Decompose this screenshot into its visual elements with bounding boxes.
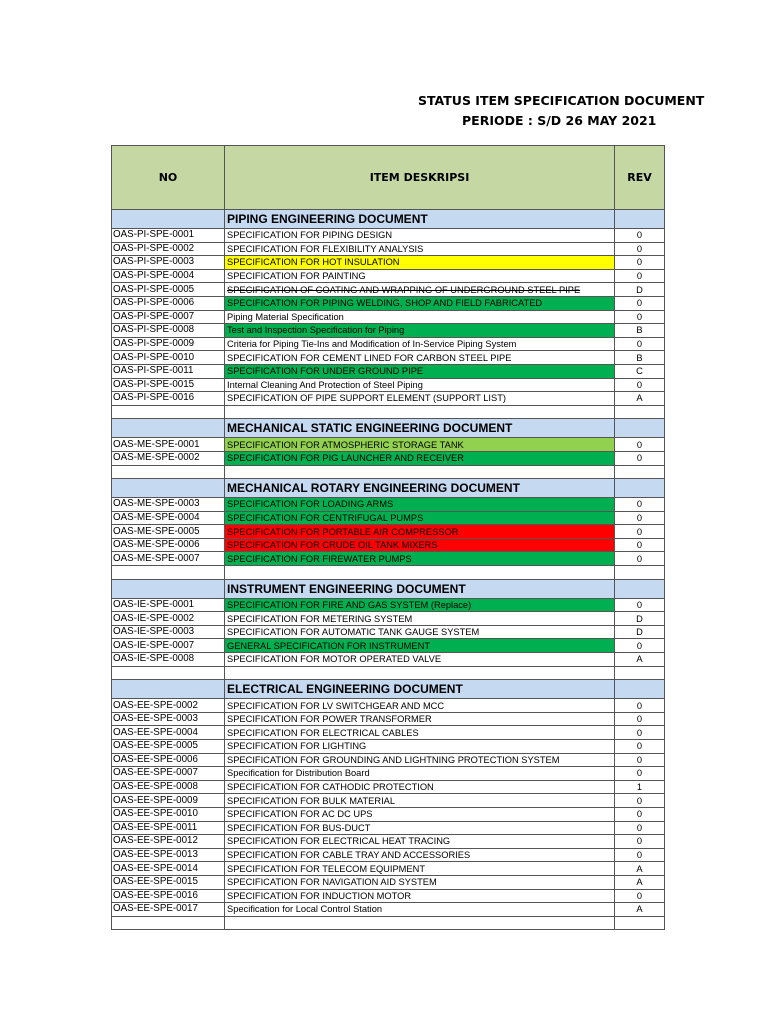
revision-cell: D bbox=[615, 612, 665, 626]
revision-cell: 0 bbox=[615, 511, 665, 525]
doc-number-cell: OAS-EE-SPE-0014 bbox=[112, 862, 225, 876]
revision-cell: 0 bbox=[615, 889, 665, 903]
table-row bbox=[112, 511, 665, 525]
doc-number-cell: OAS-EE-SPE-0007 bbox=[112, 767, 225, 781]
revision-cell: 0 bbox=[615, 229, 665, 243]
table-row bbox=[112, 498, 665, 512]
item-description-cell: Internal Cleaning And Protection of Steel Piping bbox=[225, 378, 615, 392]
blank-row bbox=[112, 405, 665, 419]
doc-number-cell: OAS-EE-SPE-0013 bbox=[112, 848, 225, 862]
item-description-cell: SPECIFICATION FOR PAINTING bbox=[225, 269, 615, 283]
section-header-spacer bbox=[112, 210, 225, 229]
revision-cell: 0 bbox=[615, 767, 665, 781]
doc-number-cell: OAS-ME-SPE-0003 bbox=[112, 498, 225, 512]
empty-cell bbox=[225, 405, 615, 419]
table-row bbox=[112, 848, 665, 862]
table-row bbox=[112, 283, 665, 297]
doc-number-cell: OAS-PI-SPE-0001 bbox=[112, 229, 225, 243]
doc-number-cell: OAS-EE-SPE-0017 bbox=[112, 903, 225, 917]
empty-cell bbox=[112, 566, 225, 580]
section-header-spacer bbox=[112, 419, 225, 438]
table-row bbox=[112, 256, 665, 270]
revision-cell: 0 bbox=[615, 538, 665, 552]
revision-cell: 0 bbox=[615, 242, 665, 256]
item-description-cell: Criteria for Piping Tie-Ins and Modification of In-Service Piping System bbox=[225, 337, 615, 351]
table-row bbox=[112, 807, 665, 821]
revision-cell: 0 bbox=[615, 269, 665, 283]
section-header-row bbox=[112, 579, 665, 598]
table-row bbox=[112, 378, 665, 392]
empty-cell bbox=[225, 566, 615, 580]
table-row bbox=[112, 889, 665, 903]
revision-cell: 0 bbox=[615, 310, 665, 324]
doc-number-cell: OAS-EE-SPE-0008 bbox=[112, 780, 225, 794]
table-row bbox=[112, 780, 665, 794]
revision-cell: 0 bbox=[615, 337, 665, 351]
revision-cell: 0 bbox=[615, 740, 665, 754]
empty-cell bbox=[615, 566, 665, 580]
revision-cell: 0 bbox=[615, 256, 665, 270]
item-description-cell: SPECIFICATION FOR CABLE TRAY AND ACCESSORIES bbox=[225, 848, 615, 862]
item-description-cell: SPECIFICATION FOR PIPING WELDING, SHOP AND FIELD FABRICATED bbox=[225, 296, 615, 310]
section-header-spacer bbox=[615, 579, 665, 598]
item-description-cell: SPECIFICATION FOR HOT INSULATION bbox=[225, 256, 615, 270]
doc-number-cell: OAS-EE-SPE-0004 bbox=[112, 726, 225, 740]
doc-number-cell: OAS-EE-SPE-0010 bbox=[112, 807, 225, 821]
item-description-cell: SPECIFICATION FOR INDUCTION MOTOR bbox=[225, 889, 615, 903]
revision-cell: 1 bbox=[615, 780, 665, 794]
revision-cell: 0 bbox=[615, 821, 665, 835]
column-header-item: ITEM DESKRIPSI bbox=[225, 146, 615, 210]
doc-number-cell: OAS-EE-SPE-0012 bbox=[112, 835, 225, 849]
item-description-cell: SPECIFICATION FOR NAVIGATION AID SYSTEM bbox=[225, 875, 615, 889]
empty-cell bbox=[225, 916, 615, 930]
doc-number-cell: OAS-IE-SPE-0001 bbox=[112, 598, 225, 612]
doc-number-cell: OAS-PI-SPE-0006 bbox=[112, 296, 225, 310]
spec-status-table bbox=[111, 145, 665, 930]
item-description-cell: SPECIFICATION FOR METERING SYSTEM bbox=[225, 612, 615, 626]
item-description-cell: SPECIFICATION FOR FIRE AND GAS SYSTEM (Replace) bbox=[225, 598, 615, 612]
blank-row bbox=[112, 566, 665, 580]
blank-row bbox=[112, 666, 665, 680]
doc-number-cell: OAS-EE-SPE-0003 bbox=[112, 712, 225, 726]
item-description-cell: SPECIFICATION FOR LIGHTING bbox=[225, 740, 615, 754]
revision-cell: 0 bbox=[615, 712, 665, 726]
item-description-cell: SPECIFICATION FOR UNDER GROUND PIPE bbox=[225, 364, 615, 378]
spec-status-sheet bbox=[111, 145, 664, 930]
section-header-row bbox=[112, 680, 665, 699]
revision-cell: C bbox=[615, 364, 665, 378]
revision-cell: 0 bbox=[615, 525, 665, 539]
item-description-cell: SPECIFICATION FOR LOADING ARMS bbox=[225, 498, 615, 512]
section-title: MECHANICAL ROTARY ENGINEERING DOCUMENT bbox=[225, 479, 615, 498]
table-row bbox=[112, 740, 665, 754]
table-row bbox=[112, 598, 665, 612]
doc-number-cell: OAS-EE-SPE-0009 bbox=[112, 794, 225, 808]
revision-cell: D bbox=[615, 283, 665, 297]
table-row bbox=[112, 794, 665, 808]
item-description-cell: SPECIFICATION FOR AC DC UPS bbox=[225, 807, 615, 821]
table-row bbox=[112, 438, 665, 452]
blank-row bbox=[112, 465, 665, 479]
item-description-cell: SPECIFICATION FOR ATMOSPHERIC STORAGE TANK bbox=[225, 438, 615, 452]
revision-cell: B bbox=[615, 351, 665, 365]
doc-number-cell: OAS-PI-SPE-0003 bbox=[112, 256, 225, 270]
revision-cell: 0 bbox=[615, 794, 665, 808]
item-description-cell: SPECIFICATION FOR FIREWATER PUMPS bbox=[225, 552, 615, 566]
item-description-cell: SPECIFICATION FOR POWER TRANSFORMER bbox=[225, 712, 615, 726]
empty-cell bbox=[615, 666, 665, 680]
section-header-spacer bbox=[112, 579, 225, 598]
revision-cell: 0 bbox=[615, 726, 665, 740]
doc-number-cell: OAS-ME-SPE-0001 bbox=[112, 438, 225, 452]
item-description-cell: SPECIFICATION OF PIPE SUPPORT ELEMENT (SUPPORT LIST) bbox=[225, 392, 615, 406]
doc-number-cell: OAS-EE-SPE-0011 bbox=[112, 821, 225, 835]
table-row bbox=[112, 835, 665, 849]
doc-number-cell: OAS-IE-SPE-0002 bbox=[112, 612, 225, 626]
table-row bbox=[112, 625, 665, 639]
doc-number-cell: OAS-ME-SPE-0002 bbox=[112, 451, 225, 465]
revision-cell: 0 bbox=[615, 598, 665, 612]
empty-cell bbox=[112, 465, 225, 479]
doc-number-cell: OAS-PI-SPE-0007 bbox=[112, 310, 225, 324]
section-header-row bbox=[112, 210, 665, 229]
revision-cell: 0 bbox=[615, 848, 665, 862]
revision-cell: A bbox=[615, 862, 665, 876]
item-description-cell: SPECIFICATION FOR AUTOMATIC TANK GAUGE SYSTEM bbox=[225, 625, 615, 639]
table-row bbox=[112, 538, 665, 552]
section-header-row bbox=[112, 419, 665, 438]
table-row bbox=[112, 337, 665, 351]
item-description-cell: SPECIFICATION FOR BUS-DUCT bbox=[225, 821, 615, 835]
revision-cell: B bbox=[615, 324, 665, 338]
section-header-spacer bbox=[615, 479, 665, 498]
table-row bbox=[112, 875, 665, 889]
section-header-row bbox=[112, 479, 665, 498]
item-description-cell: SPECIFICATION FOR GROUNDING AND LIGHTNING PROTECTION SYSTEM bbox=[225, 753, 615, 767]
doc-number-cell: OAS-IE-SPE-0008 bbox=[112, 653, 225, 667]
table-row bbox=[112, 364, 665, 378]
table-row bbox=[112, 242, 665, 256]
table-row bbox=[112, 821, 665, 835]
column-header-no: NO bbox=[112, 146, 225, 210]
revision-cell: 0 bbox=[615, 699, 665, 713]
doc-number-cell: OAS-PI-SPE-0002 bbox=[112, 242, 225, 256]
section-header-spacer bbox=[112, 479, 225, 498]
doc-number-cell: OAS-EE-SPE-0002 bbox=[112, 699, 225, 713]
item-description-cell: SPECIFICATION FOR FLEXIBILITY ANALYSIS bbox=[225, 242, 615, 256]
doc-number-cell: OAS-IE-SPE-0003 bbox=[112, 625, 225, 639]
section-header-spacer bbox=[615, 210, 665, 229]
empty-cell bbox=[225, 465, 615, 479]
doc-number-cell: OAS-IE-SPE-0007 bbox=[112, 639, 225, 653]
table-row bbox=[112, 552, 665, 566]
revision-cell: 0 bbox=[615, 438, 665, 452]
item-description-cell: SPECIFICATION OF COATING AND WRAPPING OF UNDERGROUND STEEL PIPE bbox=[225, 283, 615, 297]
item-description-cell: SPECIFICATION FOR CATHODIC PROTECTION bbox=[225, 780, 615, 794]
doc-number-cell: OAS-PI-SPE-0016 bbox=[112, 392, 225, 406]
revision-cell: 0 bbox=[615, 451, 665, 465]
document-title: STATUS ITEM SPECIFICATION DOCUMENT bbox=[418, 93, 705, 108]
item-description-cell: SPECIFICATION FOR PIG LAUNCHER AND RECEIVER bbox=[225, 451, 615, 465]
doc-number-cell: OAS-ME-SPE-0007 bbox=[112, 552, 225, 566]
doc-number-cell: OAS-EE-SPE-0006 bbox=[112, 753, 225, 767]
section-header-spacer bbox=[615, 419, 665, 438]
table-row bbox=[112, 324, 665, 338]
empty-cell bbox=[225, 666, 615, 680]
revision-cell: A bbox=[615, 653, 665, 667]
item-description-cell: SPECIFICATION FOR PORTABLE AIR COMPRESSOR bbox=[225, 525, 615, 539]
revision-cell: A bbox=[615, 903, 665, 917]
empty-cell bbox=[615, 916, 665, 930]
table-row bbox=[112, 269, 665, 283]
revision-cell: 0 bbox=[615, 835, 665, 849]
item-description-cell: SPECIFICATION FOR LV SWITCHGEAR AND MCC bbox=[225, 699, 615, 713]
table-row bbox=[112, 229, 665, 243]
section-title: MECHANICAL STATIC ENGINEERING DOCUMENT bbox=[225, 419, 615, 438]
revision-cell: 0 bbox=[615, 639, 665, 653]
period-label: PERIODE : S/D 26 MAY 2021 bbox=[462, 113, 657, 128]
table-row bbox=[112, 767, 665, 781]
revision-cell: 0 bbox=[615, 807, 665, 821]
table-row bbox=[112, 351, 665, 365]
empty-cell bbox=[112, 405, 225, 419]
revision-cell: 0 bbox=[615, 378, 665, 392]
doc-number-cell: OAS-EE-SPE-0005 bbox=[112, 740, 225, 754]
item-description-cell: SPECIFICATION FOR BULK MATERIAL bbox=[225, 794, 615, 808]
table-row bbox=[112, 753, 665, 767]
section-header-spacer bbox=[615, 680, 665, 699]
item-description-cell: Piping Material Specification bbox=[225, 310, 615, 324]
revision-cell: D bbox=[615, 625, 665, 639]
table-row bbox=[112, 903, 665, 917]
doc-number-cell: OAS-PI-SPE-0015 bbox=[112, 378, 225, 392]
revision-cell: 0 bbox=[615, 552, 665, 566]
doc-number-cell: OAS-EE-SPE-0016 bbox=[112, 889, 225, 903]
item-description-cell: SPECIFICATION FOR MOTOR OPERATED VALVE bbox=[225, 653, 615, 667]
table-row bbox=[112, 699, 665, 713]
blank-row bbox=[112, 916, 665, 930]
item-description-cell: SPECIFICATION FOR PIPING DESIGN bbox=[225, 229, 615, 243]
doc-number-cell: OAS-PI-SPE-0004 bbox=[112, 269, 225, 283]
table-row bbox=[112, 639, 665, 653]
revision-cell: A bbox=[615, 392, 665, 406]
empty-cell bbox=[112, 916, 225, 930]
item-description-cell: SPECIFICATION FOR ELECTRICAL CABLES bbox=[225, 726, 615, 740]
revision-cell: 0 bbox=[615, 753, 665, 767]
item-description-cell: SPECIFICATION FOR TELECOM EQUIPMENT bbox=[225, 862, 615, 876]
revision-cell: 0 bbox=[615, 296, 665, 310]
item-description-cell: SPECIFICATION FOR CEMENT LINED FOR CARBON STEEL PIPE bbox=[225, 351, 615, 365]
table-row bbox=[112, 726, 665, 740]
doc-number-cell: OAS-PI-SPE-0010 bbox=[112, 351, 225, 365]
section-title: INSTRUMENT ENGINEERING DOCUMENT bbox=[225, 579, 615, 598]
revision-cell: A bbox=[615, 875, 665, 889]
table-row bbox=[112, 310, 665, 324]
item-description-cell: Specification for Local Control Station bbox=[225, 903, 615, 917]
table-row bbox=[112, 712, 665, 726]
doc-number-cell: OAS-EE-SPE-0015 bbox=[112, 875, 225, 889]
doc-number-cell: OAS-PI-SPE-0009 bbox=[112, 337, 225, 351]
doc-number-cell: OAS-PI-SPE-0005 bbox=[112, 283, 225, 297]
revision-cell: 0 bbox=[615, 498, 665, 512]
doc-number-cell: OAS-PI-SPE-0011 bbox=[112, 364, 225, 378]
doc-number-cell: OAS-PI-SPE-0008 bbox=[112, 324, 225, 338]
table-row bbox=[112, 862, 665, 876]
column-header-rev: REV bbox=[615, 146, 665, 210]
section-header-spacer bbox=[112, 680, 225, 699]
empty-cell bbox=[112, 666, 225, 680]
table-row bbox=[112, 612, 665, 626]
empty-cell bbox=[615, 465, 665, 479]
table-row bbox=[112, 392, 665, 406]
table-row bbox=[112, 451, 665, 465]
section-title: PIPING ENGINEERING DOCUMENT bbox=[225, 210, 615, 229]
doc-number-cell: OAS-ME-SPE-0006 bbox=[112, 538, 225, 552]
section-title: ELECTRICAL ENGINEERING DOCUMENT bbox=[225, 680, 615, 699]
item-description-cell: Specification for Distribution Board bbox=[225, 767, 615, 781]
table-header-row bbox=[112, 146, 665, 210]
empty-cell bbox=[615, 405, 665, 419]
table-row bbox=[112, 653, 665, 667]
table-row bbox=[112, 525, 665, 539]
table-row bbox=[112, 296, 665, 310]
item-description-cell: SPECIFICATION FOR CENTRIFUGAL PUMPS bbox=[225, 511, 615, 525]
item-description-cell: GENERAL SPECIFICATION FOR INSTRUMENT bbox=[225, 639, 615, 653]
item-description-cell: Test and Inspection Specification for Piping bbox=[225, 324, 615, 338]
item-description-cell: SPECIFICATION FOR ELECTRICAL HEAT TRACING bbox=[225, 835, 615, 849]
doc-number-cell: OAS-ME-SPE-0005 bbox=[112, 525, 225, 539]
table-body bbox=[112, 210, 665, 930]
item-description-cell: SPECIFICATION FOR CRUDE OIL TANK MIXERS bbox=[225, 538, 615, 552]
doc-number-cell: OAS-ME-SPE-0004 bbox=[112, 511, 225, 525]
